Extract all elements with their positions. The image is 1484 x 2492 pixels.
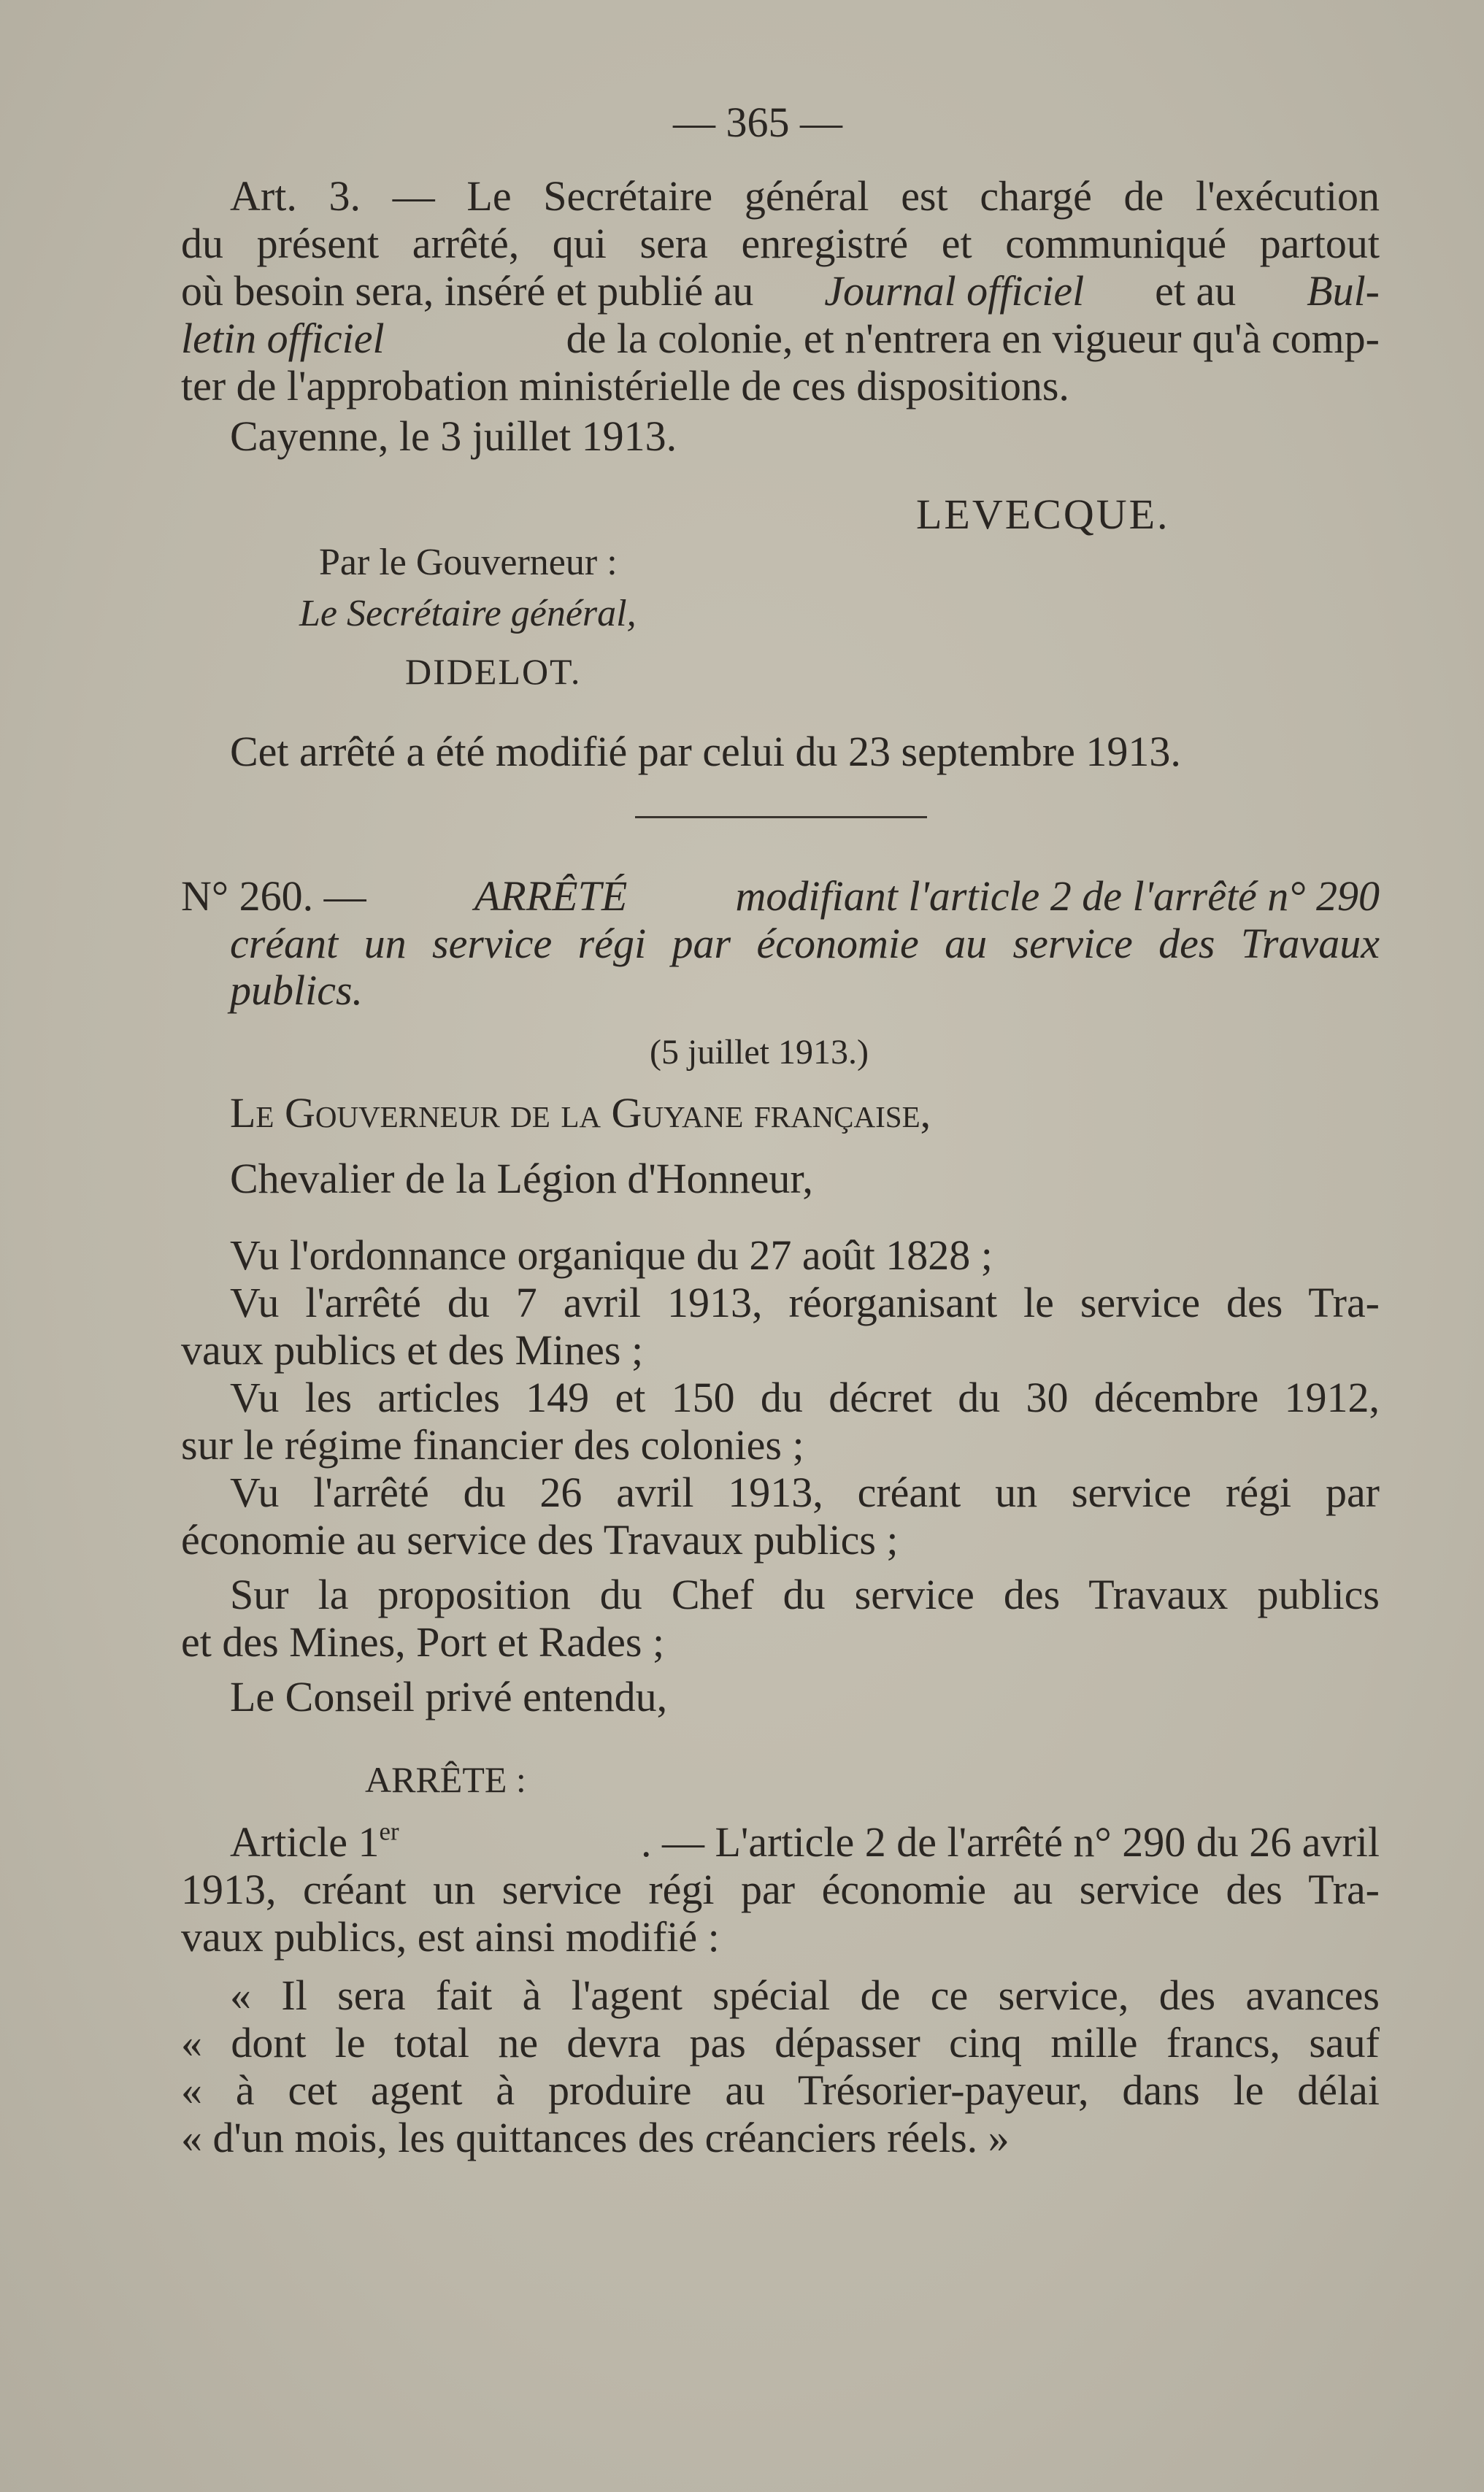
journal-officiel: Journal officiel [824,267,1085,315]
arrete-label: ARRÊTE : [365,1759,526,1800]
vu-arrete-2-line-1: Vu l'arrêté du 26 avril 1913, créant un service régi par [230,1469,1380,1516]
article-1-line-3: vaux publics, est ainsi modifié : [181,1913,720,1961]
section-divider [635,816,927,818]
art3-line-2: du présent arrêté, qui sera enregistré et communiqué partout [181,220,1380,267]
vu-ordonnance: Vu l'ordonnance organique du 27 août 1828 ; [230,1231,993,1279]
decree-number: N° 260. — [181,872,366,920]
decree-title-line-1 [181,873,1380,920]
art3-line-3-text: où besoin sera, inséré et publié au [181,267,754,315]
decree-title-line-2: créant un service régi par économie au service des Travaux [230,920,1380,967]
place-date: Cayenne, le 3 juillet 1913. [230,412,677,460]
vu-arrete-1-line-1: Vu l'arrêté du 7 avril 1913, réorganisant le service des Tra- [230,1279,1380,1326]
article-1-rest: . — L'article 2 de l'arrêté n° 290 du 26 avril [640,1818,1380,1866]
vu-articles-line-1: Vu les articles 149 et 150 du décret du 30 décembre 1912, [230,1374,1380,1421]
bulletin-start: Bul- [1307,267,1380,315]
article-1-sup: er [379,1817,399,1846]
by-governor: Par le Gouverneur : [319,542,618,583]
modification-note: Cet arrêté a été modifié par celui du 23 septembre 1913. [230,728,1181,775]
art3-line-4 [181,315,1380,362]
governor-signature: LEVECQUE. [916,491,1170,538]
vu-arrete-2-line-2: économie au service des Travaux publics ; [181,1516,899,1564]
article-1-line-1 [230,1819,1380,1866]
art3-line-4-rest: de la colonie, et n'entrera en vigueur qu'à comp- [566,315,1380,362]
quote-line-1: « Il sera fait à l'agent spécial de ce service, des avances [230,1972,1380,2019]
bulletin-officiel: letin officiel [181,315,385,362]
page-number: — 365 — [673,99,842,146]
conseil-prive: Le Conseil privé entendu, [230,1673,668,1720]
sur-proposition-line-2: et des Mines, Port et Rades ; [181,1618,665,1666]
governor-heading: Le Gouverneur de la Guyane française, [230,1089,931,1137]
vu-articles-line-2: sur le régime financier des colonies ; [181,1421,804,1469]
quote-line-2: « dont le total ne devra pas dépasser cinq mille francs, sauf [181,2019,1380,2066]
decree-title-line-3: publics. [230,966,364,1014]
decree-title-caps: ARRÊTÉ [474,872,628,920]
art3-line-3-mid: et au [1155,267,1237,315]
secretary-name: DIDELOT. [405,651,582,692]
decree-date: (5 juillet 1913.) [650,1033,869,1072]
sur-proposition-line-1: Sur la proposition du Chef du service des Travaux publics [230,1571,1380,1618]
vu-arrete-1-line-2: vaux publics et des Mines ; [181,1326,644,1374]
article-1-label: Article 1er [230,1817,399,1866]
article-1-line-2: 1913, créant un service régi par économie au service des Tra- [181,1866,1380,1913]
art3-line-1: Art. 3. — Le Secrétaire général est chargé de l'exécution [230,172,1380,220]
quote-line-3: « à cet agent à produire au Trésorier-payeur, dans le délai [181,2066,1380,2114]
secretary-title: Le Secrétaire général, [299,593,637,634]
art3-line-5: ter de l'approbation ministérielle de ces dispositions. [181,362,1069,409]
quote-line-4: « d'un mois, les quittances des créanciers réels. » [181,2114,1010,2161]
chevalier-line: Chevalier de la Légion d'Honneur, [230,1155,813,1202]
decree-title-rest: modifiant l'article 2 de l'arrêté n° 290 [735,872,1380,920]
art3-line-3 [181,268,1380,315]
